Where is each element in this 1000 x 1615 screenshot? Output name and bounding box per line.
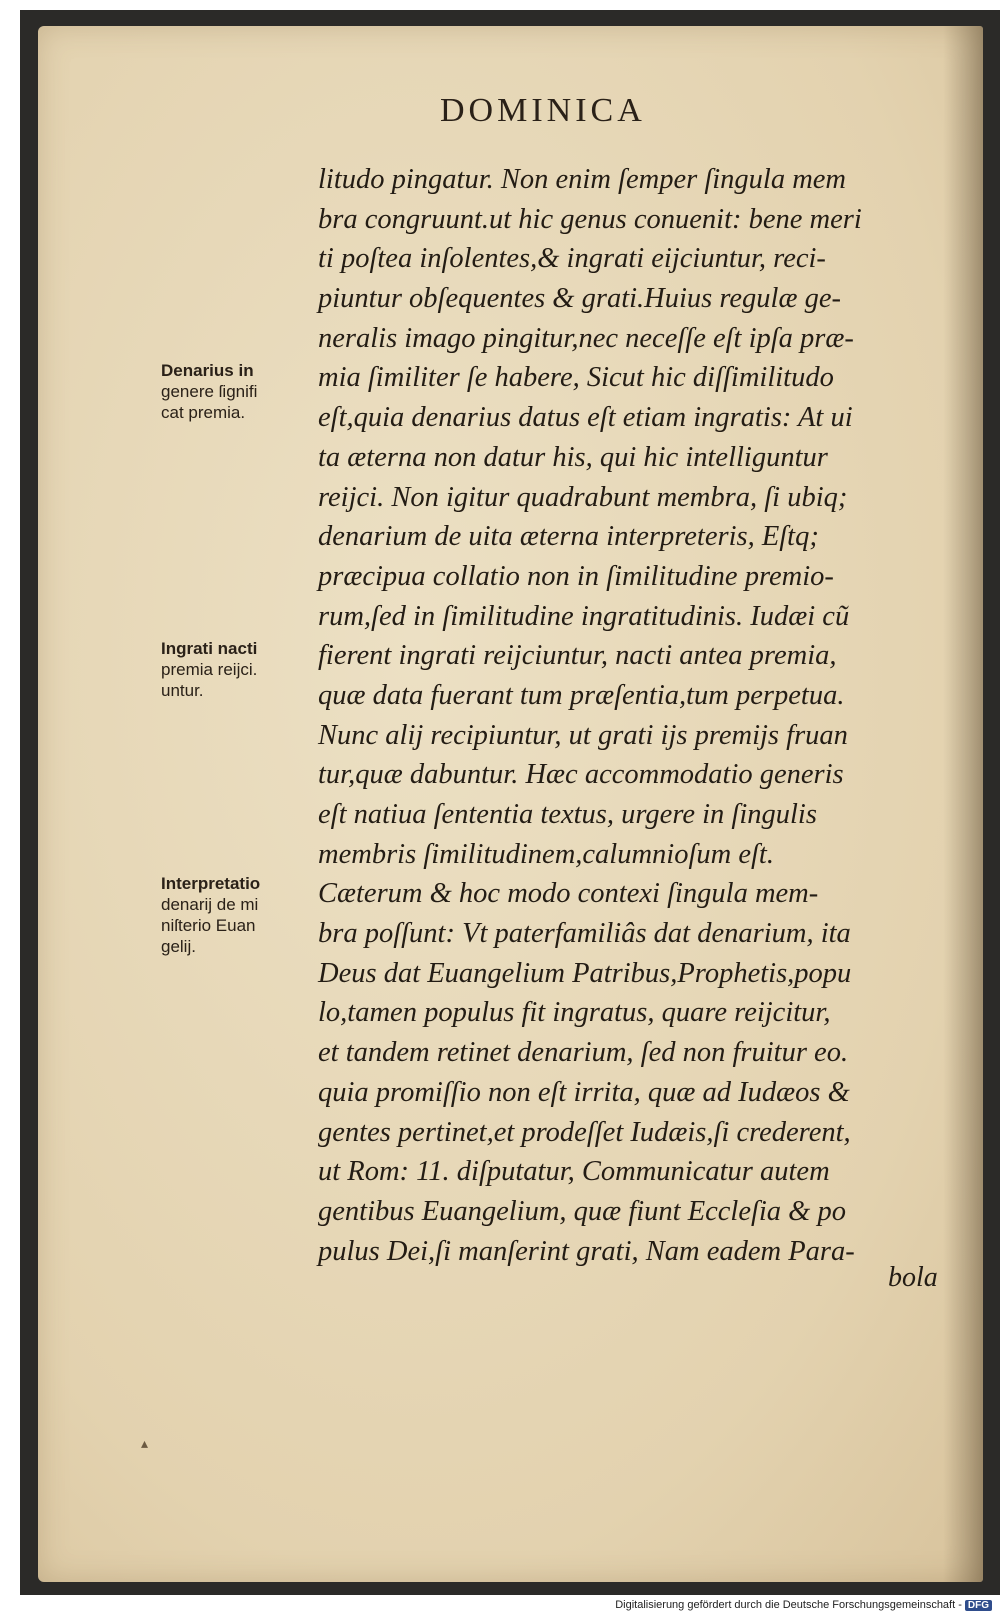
paper-speck: ▴ <box>141 1436 149 1452</box>
gloss-line: cat premia. <box>161 403 246 422</box>
text-line: Cæterum & hoc modo contexi ſingula mem- <box>318 878 819 910</box>
text-line: eſt natiua ſententia textus, urgere in ſingulis <box>318 799 817 830</box>
body-text <box>318 160 938 1271</box>
running-header: DOMINICA <box>440 92 646 129</box>
catchword: bola <box>888 1262 938 1293</box>
marginal-gloss-2 <box>161 638 311 701</box>
text-line: quæ data fuerant tum præſentia,tum perpetua. <box>318 679 845 711</box>
gloss-line: premia reijci. <box>161 660 258 679</box>
text-line: rum,ſed in ſimilitudine ingratitudinis. Iudæi cũ <box>318 600 850 632</box>
text-line: præcipua collatio non in ſimilitudine premio- <box>318 560 834 592</box>
text-line: Deus dat Euangelium Patribus,Prophetis,popu <box>318 957 852 989</box>
text-line: gentes pertinet,et prodeſſet Iudæis,ſi crederent, <box>318 1116 851 1148</box>
text-line: piuntur obſequentes & grati.Huius regulæ ge- <box>318 283 841 315</box>
text-line: bra congruunt.ut hic genus conuenit: bene meri <box>318 203 862 235</box>
gloss-line: Denarius in <box>161 361 254 380</box>
text-line: lo,tamen populus fit ingratus, quare reijcitur, <box>318 997 831 1029</box>
gloss-line: Ingrati nacti <box>161 639 258 658</box>
marginal-gloss-3 <box>161 873 311 957</box>
text-line: quia promiſſio non eſt irrita, quæ ad Iudæos & <box>318 1076 850 1108</box>
text-line: ta æterna non datur his, qui hic intelliguntur <box>318 441 828 473</box>
gloss-line: Interpretatio <box>161 874 261 893</box>
text-line: reijci. Non igitur quadrabunt membra, ſi ubiq; <box>318 481 848 513</box>
text-line: fierent ingrati reijciuntur, nacti antea premia, <box>318 640 837 672</box>
gloss-line: genere ſignifi <box>161 382 258 401</box>
text-line: mia ſimiliter ſe habere, Sicut hic diſſimilitudo <box>318 362 834 394</box>
marginal-gloss-1 <box>161 360 311 423</box>
text-line: Nunc alij recipiuntur, ut grati ijs premijs fruan <box>318 719 848 751</box>
gloss-line: gelij. <box>161 937 196 956</box>
text-line: membris ſimilitudinem,calumnioſum eſt. <box>318 838 774 870</box>
text-line: et tandem retinet denarium, ſed non fruitur eo. <box>318 1037 849 1069</box>
page-edge-shadow <box>943 26 983 1582</box>
text-line: litudo pingatur. Non enim ſemper ſingula mem <box>318 164 847 195</box>
text-line: tur,quæ dabuntur. Hæc accommodatio generis <box>318 759 844 791</box>
text-line: ut Rom: 11. diſputatur, Communicatur autem <box>318 1156 830 1188</box>
dfg-logo: DFG <box>965 1600 992 1611</box>
text-line: gentibus Euangelium, quæ fiunt Eccleſia & po <box>318 1195 846 1227</box>
footer-text: Digitalisierung gefördert durch die Deutsche Forschungsgemeinschaft - <box>615 1599 962 1611</box>
gloss-line: denarij de mi <box>161 895 259 914</box>
text-line: ti poſtea inſolentes,& ingrati eijciuntur, reci- <box>318 243 826 275</box>
text-line: denarium de uita æterna interpreteris, Eſtq; <box>318 521 819 553</box>
gloss-line: niſterio Euan <box>161 916 256 935</box>
text-line: neralis imago pingitur,nec neceſſe eſt ipſa præ- <box>318 322 854 354</box>
text-line: pulus Dei,ſi manſerint grati, Nam eadem Para- <box>318 1235 855 1267</box>
text-line: eſt,quia denarius datus eſt etiam ingratis: At ui <box>318 402 853 434</box>
digitization-credit <box>615 1599 992 1611</box>
text-line: bra poſſunt: Vt paterfamiliâs dat denarium, ita <box>318 918 851 950</box>
gloss-line: untur. <box>161 681 204 700</box>
